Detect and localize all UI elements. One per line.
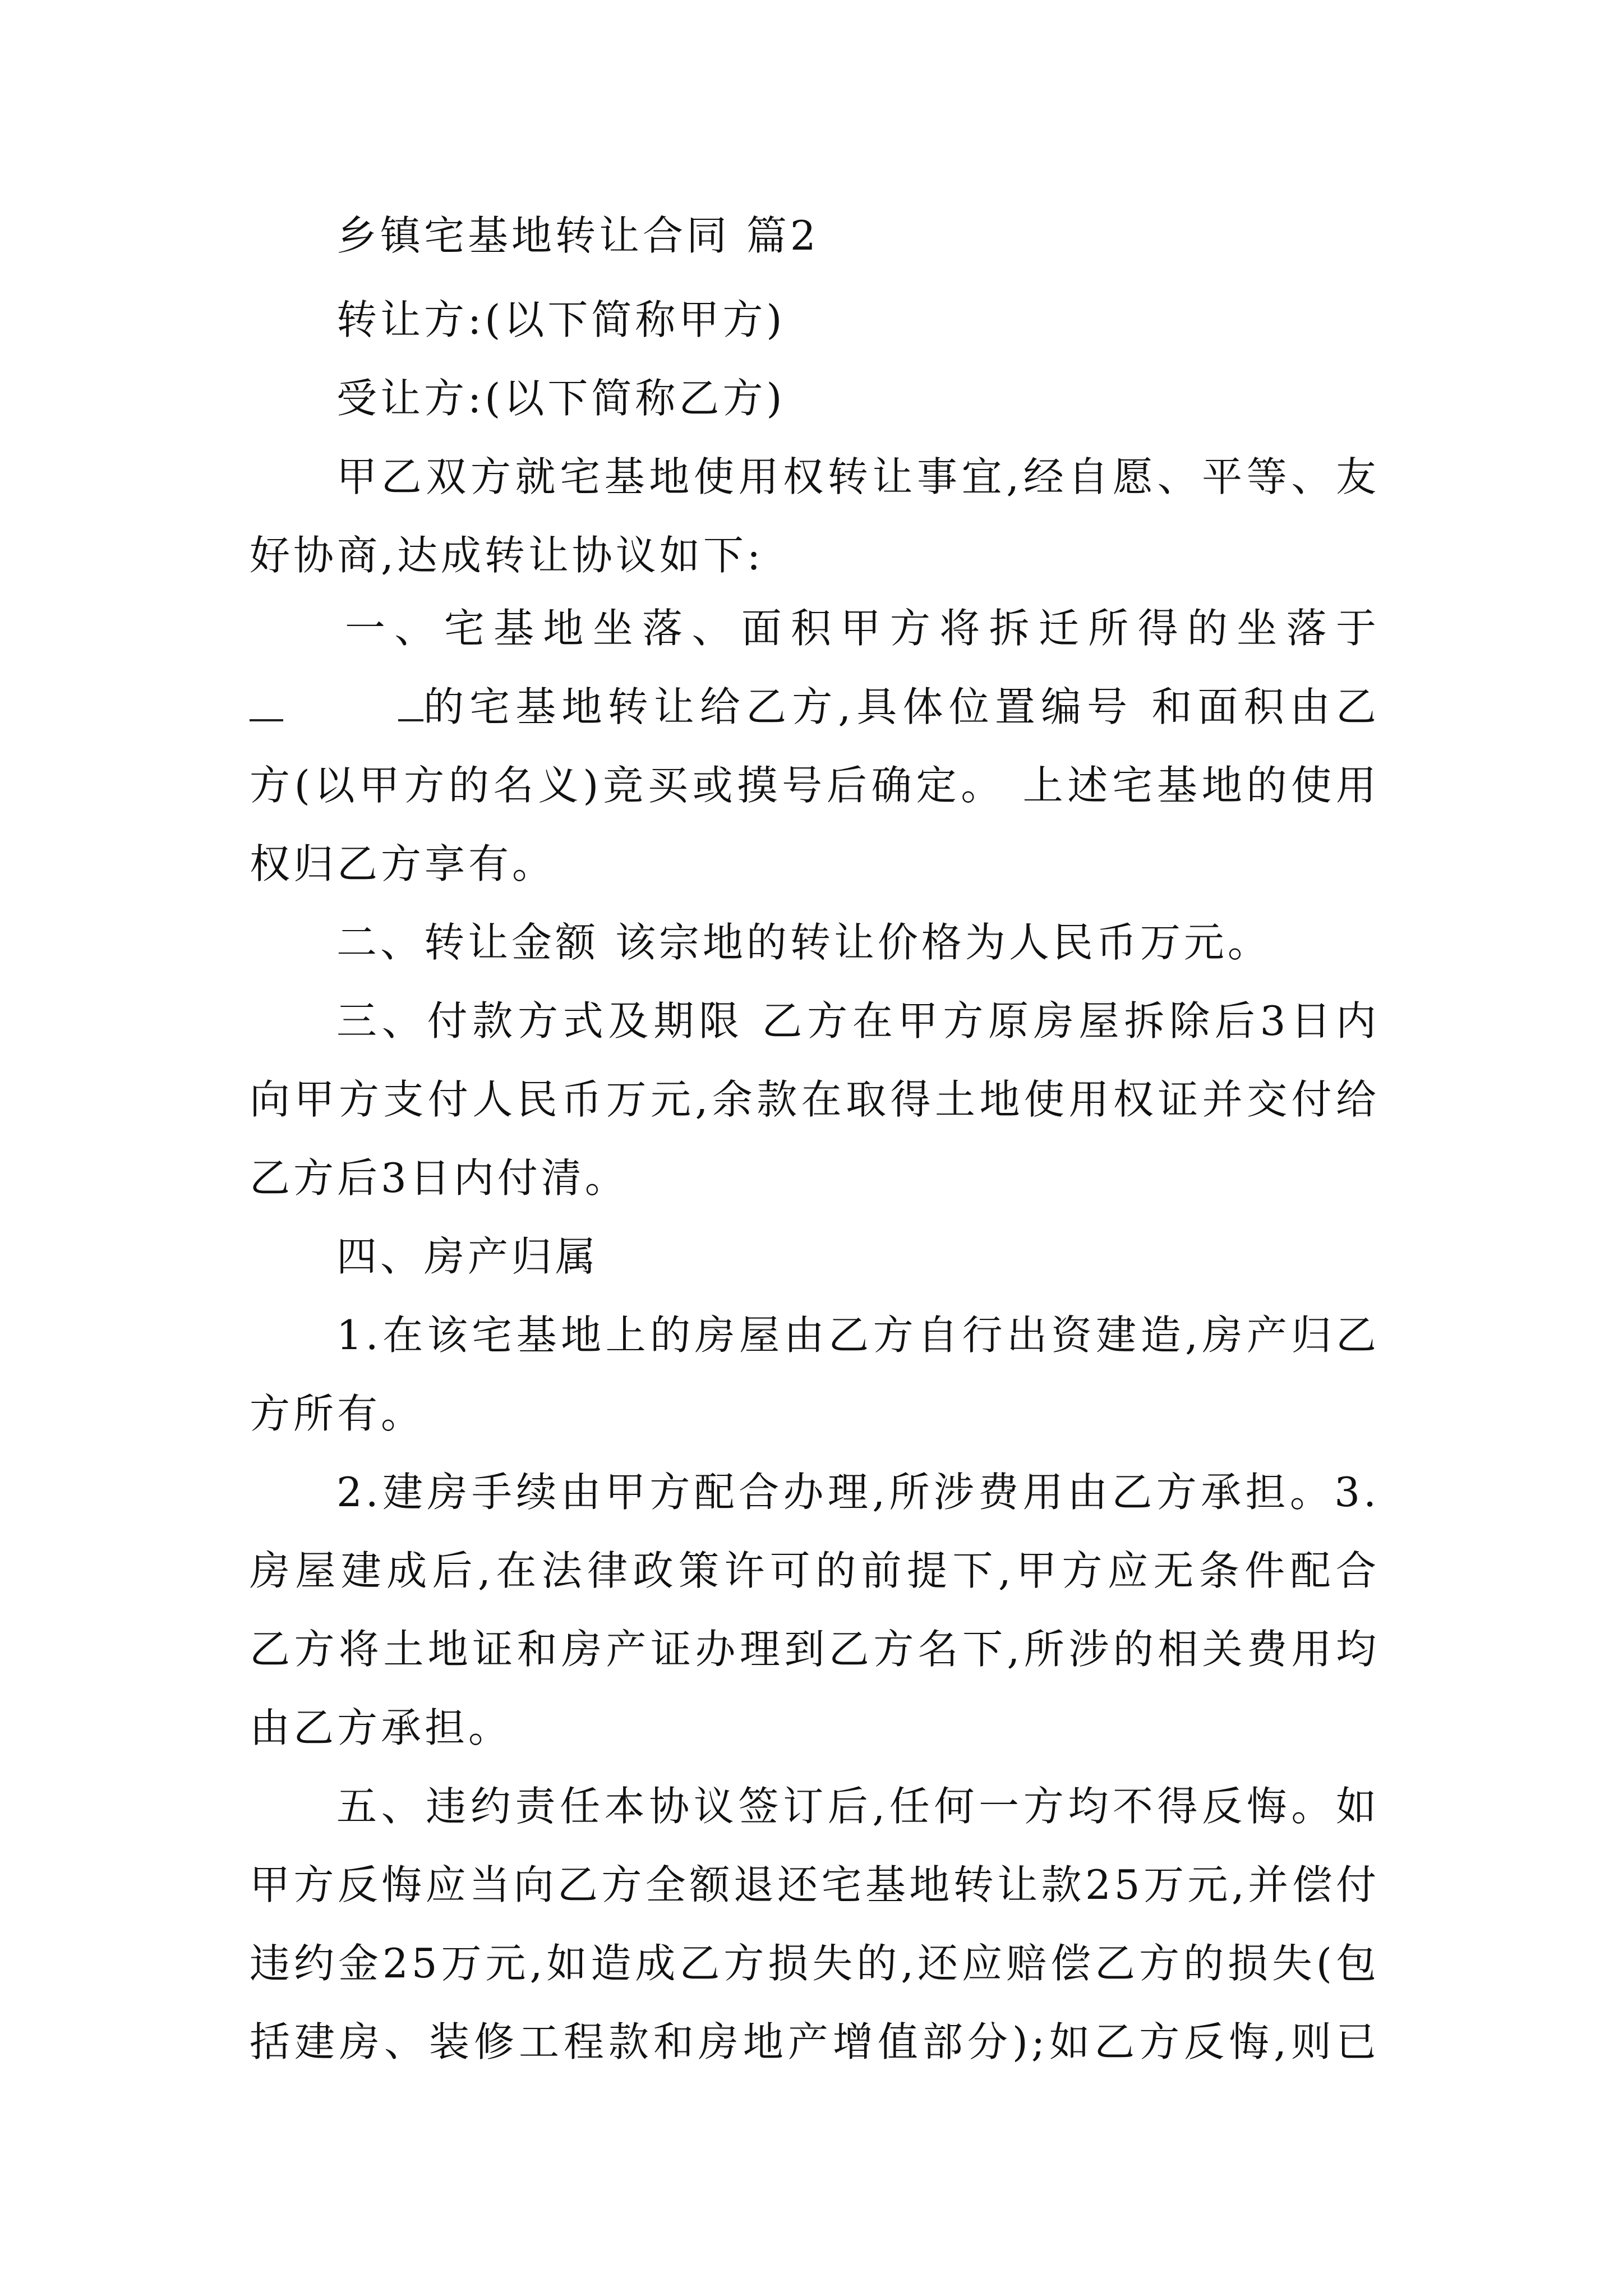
clause3-line-2: 向甲方支付人民币万元,余款在取得土地使用权证并交付给 — [250, 1076, 1380, 1123]
fill-blank-underline-right — [398, 719, 423, 721]
clause5-line-1: 五、违约责任本协议签订后,任何一方均不得反悔。如 — [336, 1783, 1380, 1830]
clause1-line-1: 一、宅基地坐落、面积甲方将拆迁所得的坐落于 — [345, 605, 1380, 652]
clause5-line-4: 括建房、装修工程款和房地产增值部分);如乙方反悔,则已 — [250, 2018, 1380, 2065]
clause2-line: 二、转让金额 该宗地的转让价格为人民币万元。 — [336, 919, 1271, 966]
clause1-line-4: 权归乙方享有。 — [250, 840, 556, 887]
clause1-line-3: 方(以甲方的名义)竞买或摸号后确定。 上述宅基地的使用 — [250, 762, 1380, 809]
clause5-line-3: 违约金25万元,如造成乙方损失的,还应赔偿乙方的损失(包 — [250, 1940, 1380, 1987]
clause3-line-3: 乙方后3日内付清。 — [250, 1154, 629, 1202]
clause4-item1-line-2: 方所有。 — [250, 1390, 425, 1437]
clause3-line-1: 三、付款方式及期限 乙方在甲方原房屋拆除后3日内 — [336, 997, 1380, 1045]
clause4-item1-line-1: 1.在该宅基地上的房屋由乙方自行出资建造,房产归乙 — [336, 1312, 1380, 1359]
clause4-item2-line-3: 乙方将土地证和房产证办理到乙方名下,所涉的相关费用均 — [250, 1626, 1380, 1673]
clause4-item2-line-1: 2.建房手续由甲方配合办理,所涉费用由乙方承担。3. — [336, 1469, 1380, 1516]
clause5-line-2: 甲方反悔应当向乙方全额退还宅基地转让款25万元,并偿付 — [250, 1861, 1380, 1908]
fill-blank-underline-left — [250, 719, 283, 721]
document-title: 乡镇宅基地转让合同 篇2 — [336, 212, 819, 259]
clause4-item2-line-2: 房屋建成后,在法律政策许可的前提下,甲方应无条件配合 — [250, 1547, 1380, 1594]
transferee-line: 受让方:(以下简称乙方) — [336, 375, 786, 422]
intro-line-2: 好协商,达成转让协议如下: — [250, 532, 764, 579]
clause4-heading: 四、房产归属 — [336, 1233, 600, 1280]
transferor-line: 转让方:(以下简称甲方) — [336, 296, 786, 343]
clause4-item2-line-4: 由乙方承担。 — [250, 1704, 513, 1751]
intro-line-1: 甲乙双方就宅基地使用权转让事宜,经自愿、平等、友 — [336, 453, 1380, 500]
clause1-line-2: 的宅基地转让给乙方,具体位置编号 和面积由乙 — [423, 683, 1380, 730]
